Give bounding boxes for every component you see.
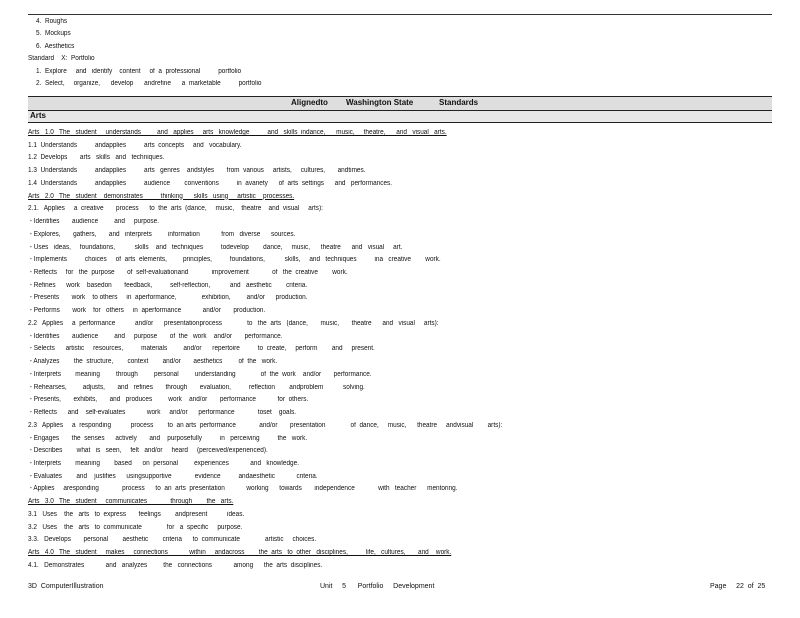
list-item: 2. Select, organize, develop andrefine a marketable portfolio xyxy=(36,80,262,87)
top-rule xyxy=(28,14,772,15)
standard-line: 2.3 Applies a responding process to an arts performance and/or presentation of dance, music, theatre andvisual arts): xyxy=(28,421,503,429)
arts-header-bar xyxy=(28,111,772,123)
standard-line: - Identifies audience and purpose. xyxy=(28,218,160,226)
arts-header: Arts xyxy=(30,111,47,120)
standard-line: - Interprets meaning based on personal experiences and knowledge. xyxy=(28,459,299,467)
standard-line: - Presents work to others in aperformance, exhibition, and/or production. xyxy=(28,294,308,302)
standard-line: - Describes what is seen, felt and/or heard (perceived/experienced). xyxy=(28,447,268,455)
standard-line: - Reflects and self-evaluates work and/or performance toset goals. xyxy=(28,409,297,417)
standard-line: - Explores, gathers, and interprets information from diverse sources. xyxy=(28,230,296,238)
aligned-standards-bar xyxy=(28,96,772,111)
standard-line: 3.1 Uses the arts to express feelings andpresent ideas. xyxy=(28,510,245,518)
footer-unit: Unit 5 Portfolio Development xyxy=(320,583,435,590)
standard-line: 1.2 Develops arts skills and techniques. xyxy=(28,154,165,162)
standard-line: Arts 4.0 The student makes connections within andacross the arts to other disciplines, life, cultures, and work. xyxy=(28,549,452,557)
standard-line: 1.3 Understands andapplies arts genres andstyles from various artists, cultures, andtimes. xyxy=(28,167,366,175)
standard-line: 4.1. Demonstrates and analyzes the connections among the arts disciplines. xyxy=(28,561,323,569)
footer-page-number: Page 22 of 25 xyxy=(710,583,766,590)
standard-line: - Selects artistic resources, materials and/or repertoire to create, perform and present. xyxy=(28,345,375,353)
standard-line: - Presents, exhibits, and produces work and/or performance for others. xyxy=(28,396,309,404)
standard-line: - Rehearses, adjusts, and refines through evaluation, reflection andproblem solving. xyxy=(28,383,365,391)
standard-line: 2.1. Applies a creative process to the arts (dance, music, theatre and visual arts): xyxy=(28,205,323,213)
standard-line: 1.4 Understands andapplies audience conventions in avariety of arts settings and performances. xyxy=(28,179,393,187)
washington-state-label: Washington State xyxy=(346,98,414,107)
standard-line: - Identifies audience and purpose of the work and/or performance. xyxy=(28,332,283,340)
standard-line: - Analyzes the structure, context and/or aesthetics of the work. xyxy=(28,358,278,366)
standard-line: Arts 3.0 The student communicates through the arts. xyxy=(28,498,234,506)
standard-line: - Evaluates and justifies usingsupportive evidence andaesthetic criteria. xyxy=(28,472,318,480)
list-item: 1. Explore and identify content of a professional portfolio xyxy=(36,67,242,75)
standard-line: Arts 2.0 The student demonstrates thinking skills using artistic processes. xyxy=(28,192,295,200)
standard-line: Arts 1.0 The student understands and applies arts knowledge and skills indance, music, theatre, and visual arts. xyxy=(28,129,447,136)
standard-line: - Reflects for the purpose of self-evaluationand improvement of the creative work. xyxy=(28,269,348,277)
list-item: Standard X: Portfolio xyxy=(28,55,95,63)
standard-line: 3.3. Develops personal aesthetic criteria to communicate artistic choices. xyxy=(28,536,317,544)
standards-label: Standards xyxy=(439,98,479,107)
list-item: 5. Mockups xyxy=(36,30,71,38)
standard-line: - Applies aresponding process to an arts presentation working towards independence with teacher mentoring. xyxy=(28,485,458,493)
list-item: 4. Roughs xyxy=(36,18,68,25)
standard-line: - Performs work for others in aperformance and/or production. xyxy=(28,307,266,315)
standard-line: - Interprets meaning through personal understanding of the work and/or performance. xyxy=(28,370,372,378)
standard-line: - Uses ideas, foundations, skills and techniques todevelop dance, music, theatre and visual art. xyxy=(28,243,403,251)
list-item: 6. Aesthetics xyxy=(36,42,75,50)
standard-line: - Implements choices of arts elements, principles, foundations, skills, and techniques ina creative work. xyxy=(28,256,441,264)
standard-line: 1.1 Understands andapplies arts concepts and vocabulary. xyxy=(28,141,242,149)
standard-line: 2.2 Applies a performance and/or presentationprocess to the arts (dance, music, theatre and visual arts): xyxy=(28,319,439,327)
standard-line: - Refines work basedon feedback, self-reflection, and aesthetic criteria. xyxy=(28,281,308,289)
footer-course: 3D ComputerIllustration xyxy=(28,583,104,590)
aligned-label: Alignedto xyxy=(291,98,328,107)
standard-line: - Engages the senses actively and purposefully in perceiving the work. xyxy=(28,434,308,442)
standard-line: 3.2 Uses the arts to communicate for a specific purpose. xyxy=(28,523,243,531)
